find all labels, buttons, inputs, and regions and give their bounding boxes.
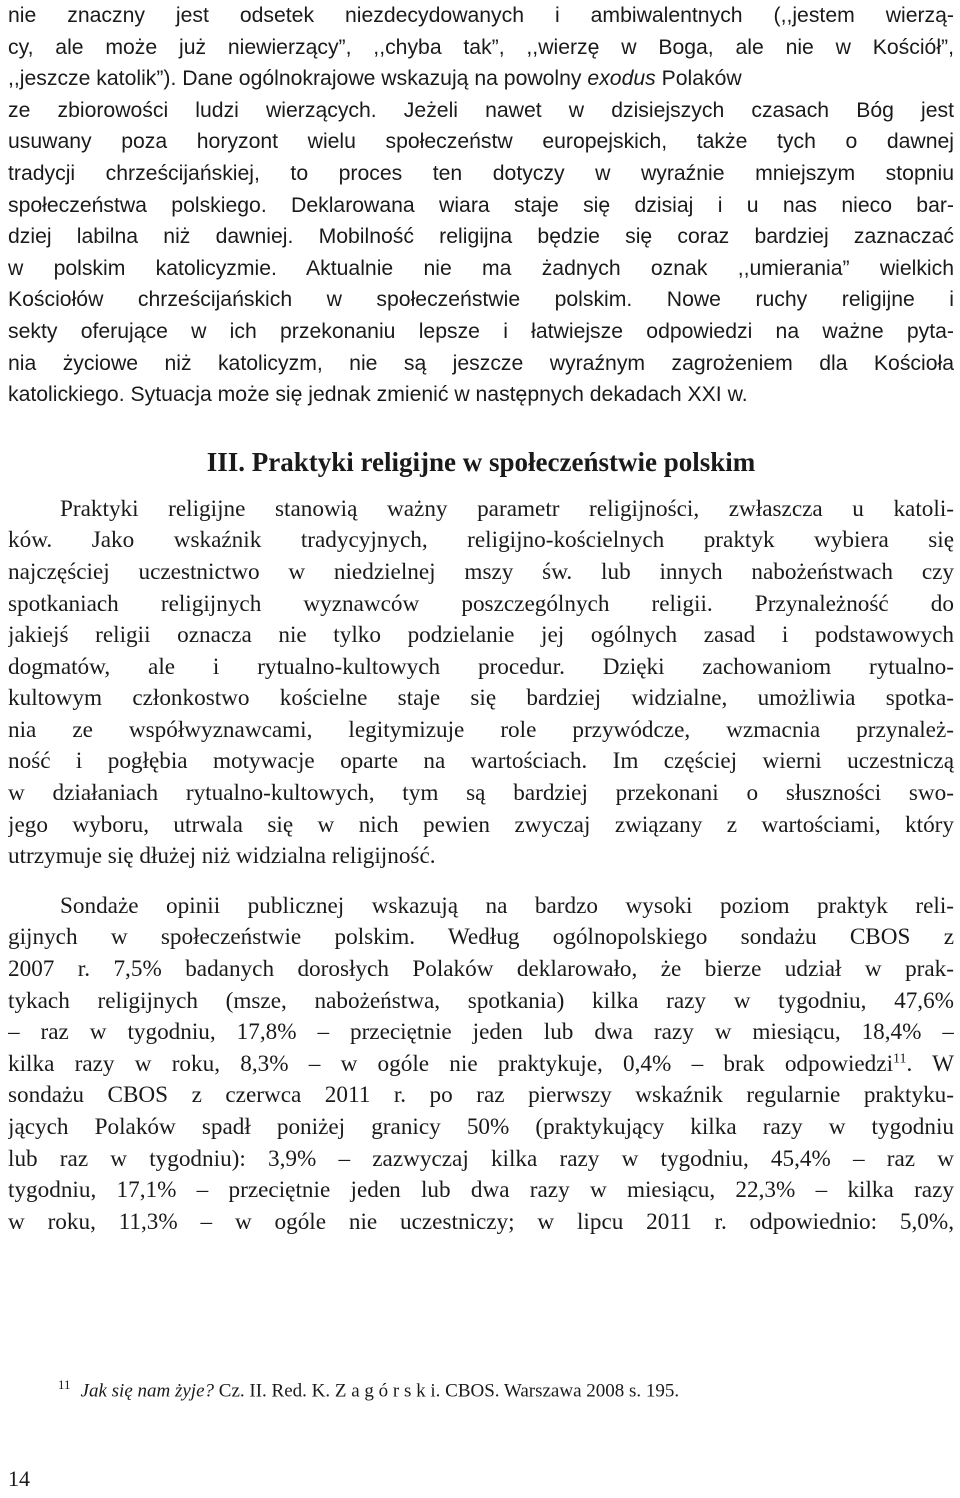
text-line: utrzymuje się dłużej niż widzialna religijność. <box>8 843 436 870</box>
text-line: gijnych w społeczeństwie polskim. Według ogólnopolskiego sondażu CBOS z <box>8 924 954 951</box>
footnote-reference: 11 <box>893 1051 907 1067</box>
top-paragraph <box>8 0 954 411</box>
footnote-number: 11 <box>58 1377 71 1392</box>
text-line: jakiejś religii oznacza nie tylko podzielanie jej ogólnych zasad i podstawowych <box>8 622 954 649</box>
text-line: cy, ale może już niewierzący”, ,,chyba tak”, ,,wierzę w Boga, ale nie w Kościół”, <box>8 35 954 59</box>
text-line: nia życiowe niż katolicyzm, nie są jeszcze wyraźnym zagrożeniem dla Kościoła <box>8 351 954 375</box>
text-line: lub raz w tygodniu): 3,9% – zazwyczaj kilka razy w tygodniu, 45,4% – raz w <box>8 1145 954 1172</box>
text-line: 2007 r. 7,5% badanych dorosłych Polaków deklarowało, że bierze udział w prak- <box>8 956 954 983</box>
text-line: Kościołów chrześcijańskich w społeczeństwie polskim. Nowe ruchy religijne i <box>8 288 954 312</box>
text-line: w roku, 11,3% – w ogóle nie uczestniczy; w lipcu 2011 r. odpowiednio: 5,0%, <box>8 1208 954 1235</box>
text-line: sondażu CBOS z czerwca 2011 r. po raz pierwszy wskaźnik regularnie praktyku- <box>8 1082 954 1109</box>
text-line: społeczeństwa polskiego. Deklarowana wiara staje się dzisiaj i u nas nieco bar- <box>8 193 954 217</box>
paragraph-surveys <box>8 891 954 1239</box>
italic-word: exodus <box>587 67 656 91</box>
footnote-text: Cz. II. Red. K. Z a g ó r s k i. CBOS. Warszawa 2008 s. 195. <box>214 1380 680 1402</box>
text-line: jego wyboru, utrwala się w nich pewien zwyczaj związany z wartościami, który <box>8 811 954 838</box>
text-line: tygodniu, 17,1% – przeciętnie jeden lub dwa razy w miesiącu, 22,3% – kilka razy <box>8 1177 954 1204</box>
text-line: usuwany poza horyzont wielu społeczeństw europejskich, także tych o dawnej <box>8 130 954 154</box>
text-line: spotkaniach religijnych wyznawców poszczególnych religii. Przynależność do <box>8 590 954 617</box>
text-line: Praktyki religijne stanowią ważny parametr religijności, zwłaszcza u katoli- <box>60 495 954 522</box>
paragraph-practices <box>8 494 954 873</box>
text-line: ność i pogłębia motywacje oparte na wartościach. Im częściej wierni uczestniczą <box>8 748 954 775</box>
text-line: tradycji chrześcijańskiej, to proces ten dotyczy w wyraźnie mniejszym stopniu <box>8 161 954 185</box>
text-line: Sondaże opinii publicznej wskazują na bardzo wysoki poziom praktyk reli- <box>60 892 954 919</box>
text-line: dziej labilna niż dawniej. Mobilność religijna będzie się coraz bardziej zaznaczać <box>8 225 954 249</box>
text-line: ze zbiorowości ludzi wierzących. Jeżeli nawet w dzisiejszych czasach Bóg jest <box>8 98 954 122</box>
text-line: jących Polaków spadł poniżej granicy 50% (praktykujący kilka razy w tygodniu <box>8 1114 954 1140</box>
text-line: tykach religijnych (msze, nabożeństwa, spotkania) kilka razy w tygodniu, 47,6% <box>8 987 954 1014</box>
text-line <box>8 63 954 95</box>
text-line: ków. Jako wskaźnik tradycyjnych, religijno-kościelnych praktyk wybiera się <box>8 527 954 554</box>
document-page <box>8 0 954 1238</box>
text-segment: kilka razy w roku, 8,3% – w ogóle nie praktykuje, 0,4% – brak odpowiedzi <box>8 1050 894 1077</box>
text-line: w działaniach rytualno-kultowych, tym są bardziej przekonani o słuszności swo- <box>8 780 954 807</box>
paragraph-gap <box>8 873 954 891</box>
text-segment: ,,jeszcze katolik”). Dane ogólnokrajowe wskazują na powolny <box>8 67 582 91</box>
text-line: sekty oferujące w ich przekonaniu lepsze i łatwiejsze odpowiedzi na ważne pyta- <box>8 319 954 343</box>
footnote-title: Jak się nam żyje? <box>80 1380 215 1402</box>
text-segment: . W <box>906 1050 954 1077</box>
text-line: nie znaczny jest odsetek niezdecydowanych i ambiwalentnych (,,jestem wierzą- <box>8 4 954 27</box>
text-line: dogmatów, ale i rytualno-kultowych procedur. Dzięki zachowaniom rytualno- <box>8 653 954 680</box>
section-heading: III. Praktyki religijne w społeczeństwie polskim <box>206 446 756 477</box>
text-line: najczęściej uczestnictwo w niedzielnej mszy św. lub innych nabożeństwach czy <box>8 558 954 585</box>
text-line: w polskim katolicyzmie. Aktualnie nie ma żadnych oznak ,,umierania” wielkich <box>8 256 954 280</box>
text-line: kultowym członkostwo kościelne staje się bardziej widzialne, umożliwia spotka- <box>8 685 954 712</box>
page-number: 14 <box>8 1466 30 1491</box>
text-segment: Polaków <box>661 67 742 91</box>
footnote <box>58 1372 679 1404</box>
text-line <box>8 1049 954 1081</box>
text-line: – raz w tygodniu, 17,8% – przeciętnie jeden lub dwa razy w miesiącu, 18,4% – <box>8 1019 954 1046</box>
text-line: nia ze współwyznawcami, legitymizuje role przywódcze, wzmacnia przynależ- <box>8 716 954 743</box>
text-line: katolickiego. Sytuacja może się jednak zmienić w następnych dekadach XXI w. <box>8 383 748 407</box>
